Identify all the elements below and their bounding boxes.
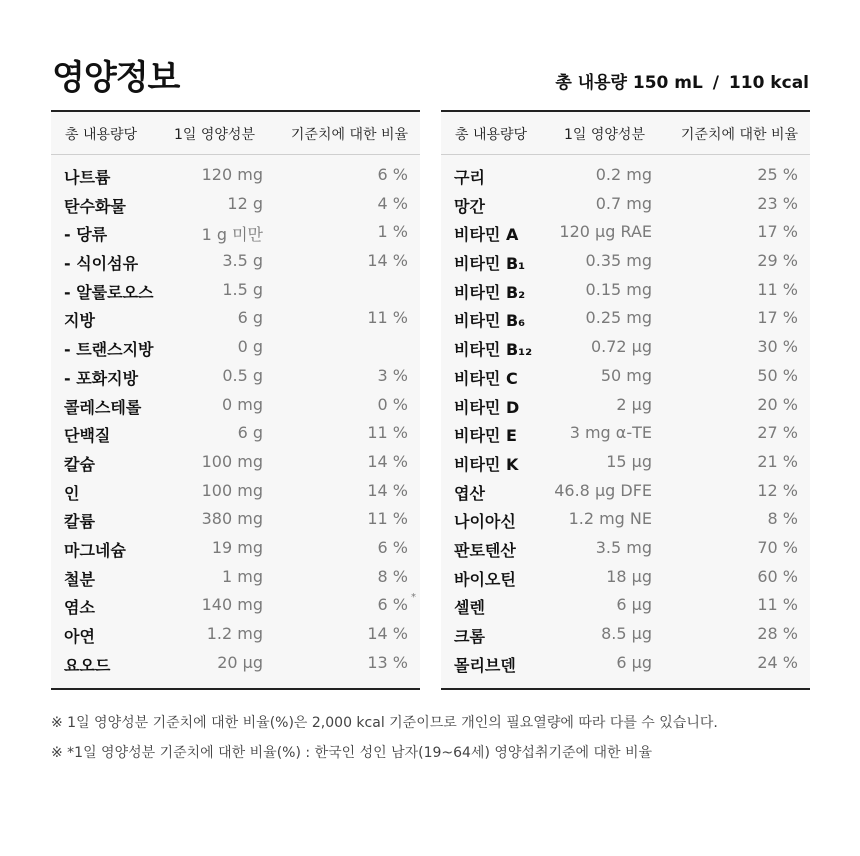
nutrient-row	[441, 447, 810, 476]
nutrient-percent: 6 %	[377, 165, 408, 184]
nutrient-percent: 11 %	[367, 423, 408, 443]
nutrient-name: - 포화지방	[64, 368, 139, 388]
nutrient-row	[441, 533, 810, 562]
nutrient-name: 비타민 E	[454, 426, 517, 446]
nutrient-percent: 17 %	[757, 222, 798, 242]
header-per-serving: 총 내용량당	[455, 127, 528, 143]
nutrient-name: - 당류	[64, 225, 108, 245]
nutrient-amount: 100 mg	[201, 451, 263, 471]
total-calories: 110 kcal	[728, 73, 809, 93]
nutrient-row	[51, 418, 420, 447]
nutrient-name: 마그네슘	[64, 540, 126, 560]
nutrient-amount: 1.5 g	[222, 279, 263, 299]
table-header	[51, 112, 420, 155]
nutrient-amount: 140 mg	[201, 595, 263, 615]
nutrient-amount: 0.7 mg	[595, 193, 652, 213]
nutrient-name: 비타민 C	[454, 368, 518, 388]
nutrient-name: 비타민 B₁	[454, 254, 526, 274]
nutrient-row	[441, 390, 810, 419]
nutrient-amount: 12 g	[227, 193, 263, 213]
nutrient-amount: 0.35 mg	[585, 251, 652, 271]
nutrient-percent: 20 %	[757, 394, 798, 414]
nutrient-row	[441, 160, 810, 189]
nutrient-amount: 46.8 μg DFE	[554, 480, 652, 500]
nutrient-name: 칼슘	[64, 454, 95, 474]
nutrient-row	[51, 447, 420, 476]
nutrient-name: 구리	[454, 168, 485, 187]
serving-summary	[555, 68, 809, 93]
nutrient-name: - 알룰로오스	[64, 282, 154, 302]
footnotes	[51, 712, 718, 772]
nutrient-name: 비타민 B₆	[454, 311, 526, 331]
nutrient-row	[441, 562, 810, 591]
nutrient-row	[441, 590, 810, 619]
nutrient-amount: 3 mg α-TE	[569, 423, 652, 443]
nutrient-amount: 120 μg RAE	[559, 222, 652, 242]
nutrient-percent: 11 %	[757, 279, 798, 299]
nutrient-percent: 8 %	[767, 509, 798, 529]
nutrient-rows-left	[51, 160, 420, 676]
nutrient-amount: 1.2 mg	[206, 624, 263, 643]
nutrient-percent: 1 %	[377, 222, 408, 242]
nutrient-amount: 6 μg	[616, 595, 652, 615]
nutrient-amount: 1.2 mg NE	[568, 509, 652, 529]
nutrient-row	[51, 504, 420, 533]
nutrient-percent: 70 %	[757, 537, 798, 557]
nutrient-percent: 14 %	[367, 624, 408, 643]
nutrient-row	[51, 619, 420, 648]
header-amount: 1일 영양성분	[174, 127, 255, 143]
nutrient-name: 판토텐산	[454, 540, 516, 560]
nutrient-name: 인	[64, 483, 80, 503]
nutrient-amount: 15 μg	[606, 451, 652, 471]
header-ratio: 기준치에 대한 비율	[290, 127, 408, 143]
nutrient-name: 바이오틴	[454, 569, 516, 589]
nutrient-row	[441, 246, 810, 275]
nutrient-percent: 8 %	[377, 566, 408, 586]
nutrient-percent: 3 %	[377, 365, 408, 385]
nutrient-row	[51, 332, 420, 361]
nutrient-row	[441, 504, 810, 533]
nutrient-percent: 14 %	[367, 480, 408, 500]
nutrient-row	[441, 418, 810, 447]
nutrient-percent: 0 %	[377, 394, 408, 414]
nutrient-amount: 0 g	[237, 337, 263, 357]
nutrient-row	[51, 390, 420, 419]
nutrient-amount: 3.5 g	[222, 251, 263, 271]
page-title: 영양정보	[52, 58, 180, 98]
nutrient-percent: 12 %	[757, 480, 798, 500]
nutrient-percent: 50 %	[757, 365, 798, 385]
nutrient-percent: 60 %	[757, 566, 798, 586]
nutrient-name: 몰리브덴	[454, 655, 516, 675]
nutrient-percent: 28 %	[757, 624, 798, 643]
summary-separator: /	[712, 73, 719, 93]
nutrient-name: 콜레스테롤	[64, 397, 142, 417]
nutrient-percent: 11 %	[367, 509, 408, 529]
nutrient-percent: 14 %	[367, 451, 408, 471]
nutrient-name: 셀렌	[454, 598, 485, 618]
nutrient-amount: 0 mg	[221, 394, 263, 414]
nutrient-row	[51, 476, 420, 505]
nutrient-percent: 24 %	[757, 652, 798, 672]
nutrient-row	[51, 189, 420, 218]
nutrient-name: 지방	[64, 311, 95, 331]
nutrition-table-left	[51, 110, 420, 690]
nutrient-row	[441, 361, 810, 390]
nutrient-percent: 13 %	[367, 652, 408, 672]
nutrient-amount: 1 g 미만	[201, 225, 263, 245]
nutrient-row	[441, 648, 810, 677]
nutrient-row	[51, 275, 420, 304]
nutrient-name: 요오드	[64, 655, 111, 675]
header-per-serving: 총 내용량당	[65, 127, 138, 143]
footnote-mark: *	[411, 592, 416, 604]
nutrient-name: - 트랜스지방	[64, 340, 154, 360]
nutrient-amount: 19 mg	[211, 537, 263, 557]
nutrient-row	[441, 476, 810, 505]
nutrient-row	[441, 217, 810, 246]
nutrient-name: 비타민 B₂	[454, 282, 526, 302]
nutrient-name: 철분	[64, 569, 95, 589]
nutrient-row	[51, 648, 420, 677]
nutrient-name: 아연	[64, 627, 95, 646]
nutrient-row	[441, 332, 810, 361]
nutrient-name: 크롬	[454, 627, 485, 646]
nutrient-amount: 100 mg	[201, 480, 263, 500]
nutrition-table-right	[441, 110, 810, 690]
nutrient-amount: 6 g	[237, 308, 263, 328]
nutrient-amount: 18 μg	[606, 566, 652, 586]
nutrient-percent: 25 %	[757, 165, 798, 184]
nutrient-row	[51, 160, 420, 189]
nutrient-amount: 0.5 g	[222, 365, 263, 385]
nutrient-percent: 17 %	[757, 308, 798, 328]
nutrient-name: 망간	[454, 196, 485, 216]
total-serving: 총 내용량 150 mL	[555, 73, 703, 93]
footnote-calorie-basis: ※ 1일 영양성분 기준치에 대한 비율(%)은 2,000 kcal 기준이므로 개인의 필요열량에 따라 다를 수 있습니다.	[51, 715, 718, 731]
footnote-reference-intake: ※ *1일 영양성분 기준치에 대한 비율(%) : 한국인 성인 남자(19~64세) 영양섭취기준에 대한 비율	[51, 745, 653, 761]
nutrient-amount: 3.5 mg	[595, 537, 652, 557]
nutrient-name: 나이아신	[454, 512, 516, 532]
nutrient-name: 염소	[64, 598, 95, 618]
nutrient-percent: 6 %	[377, 595, 408, 615]
nutrient-row	[441, 189, 810, 218]
nutrient-percent: 30 %	[757, 337, 798, 357]
header-ratio: 기준치에 대한 비율	[680, 127, 798, 143]
nutrient-name: 비타민 K	[454, 454, 519, 474]
nutrient-row	[51, 562, 420, 591]
nutrient-percent: 4 %	[377, 193, 408, 213]
nutrient-amount: 6 g	[237, 423, 263, 443]
nutrient-amount: 380 mg	[201, 509, 263, 529]
nutrient-amount: 6 μg	[616, 652, 652, 672]
nutrient-name: 비타민 B₁₂	[454, 340, 533, 360]
nutrient-row	[51, 217, 420, 246]
nutrient-name: 단백질	[64, 426, 111, 446]
nutrient-amount: 0.2 mg	[595, 165, 652, 184]
table-header	[441, 112, 810, 155]
nutrient-percent: 6 %	[377, 537, 408, 557]
nutrient-percent: 21 %	[757, 451, 798, 471]
nutrient-name: 탄수화물	[64, 196, 126, 216]
nutrient-amount: 8.5 μg	[601, 624, 652, 643]
nutrient-name: 비타민 D	[454, 397, 520, 417]
nutrient-row	[441, 619, 810, 648]
nutrient-percent: 11 %	[757, 595, 798, 615]
nutrient-row	[51, 590, 420, 619]
nutrient-amount: 20 μg	[217, 652, 263, 672]
nutrient-percent: 11 %	[367, 308, 408, 328]
nutrient-amount: 1 mg	[221, 566, 263, 586]
nutrient-percent: 23 %	[757, 193, 798, 213]
nutrient-amount: 0.15 mg	[585, 279, 652, 299]
nutrient-percent: 29 %	[757, 251, 798, 271]
nutrient-percent: 14 %	[367, 251, 408, 271]
nutrient-row	[51, 533, 420, 562]
nutrient-amount: 50 mg	[600, 365, 652, 385]
nutrient-name: 엽산	[454, 483, 485, 503]
nutrient-rows-right	[441, 160, 810, 676]
nutrient-row	[51, 361, 420, 390]
nutrient-row	[441, 275, 810, 304]
nutrient-row	[441, 303, 810, 332]
nutrient-percent: 27 %	[757, 423, 798, 443]
nutrient-amount: 2 μg	[616, 394, 652, 414]
nutrient-name: 칼륨	[64, 512, 95, 532]
nutrient-amount: 0.72 μg	[590, 337, 652, 357]
nutrient-name: - 식이섬유	[64, 254, 139, 274]
nutrient-row	[51, 303, 420, 332]
header-amount: 1일 영양성분	[564, 127, 645, 143]
nutrient-amount: 120 mg	[201, 165, 263, 184]
nutrient-name: 비타민 A	[454, 225, 519, 245]
nutrient-name: 나트륨	[64, 168, 111, 187]
nutrient-row	[51, 246, 420, 275]
nutrient-amount: 0.25 mg	[585, 308, 652, 328]
